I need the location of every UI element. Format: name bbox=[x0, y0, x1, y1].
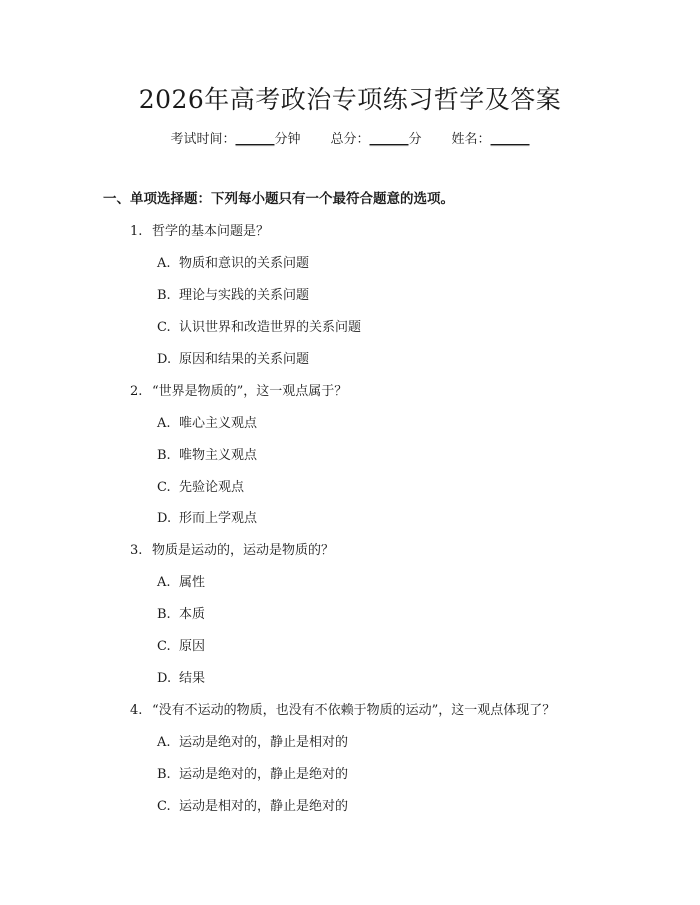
option-text: 先验论观点 bbox=[179, 480, 245, 495]
option-text: 本质 bbox=[179, 607, 206, 622]
option-text: 运动是绝对的，静止是绝对的 bbox=[179, 767, 349, 782]
name-label: 姓名： bbox=[451, 132, 491, 147]
option-4a bbox=[157, 733, 348, 753]
exam-time-unit: 分钟 bbox=[274, 132, 301, 147]
option-letter: B. bbox=[157, 607, 171, 622]
question-number: 2. bbox=[130, 384, 143, 399]
option-2d bbox=[157, 509, 257, 529]
option-letter: B. bbox=[157, 448, 171, 463]
question-text: 哲学的基本问题是？ bbox=[152, 224, 270, 239]
total-score-blank: ______ bbox=[369, 132, 409, 147]
page-title: 2026年高考政治专项练习哲学及答案 bbox=[138, 85, 562, 114]
option-letter: B. bbox=[157, 767, 171, 782]
question-3 bbox=[130, 541, 334, 561]
option-text: 形而上学观点 bbox=[179, 511, 258, 526]
option-1d bbox=[157, 350, 309, 370]
total-score-unit: 分 bbox=[408, 132, 422, 147]
option-letter: A. bbox=[157, 416, 171, 431]
question-number: 3. bbox=[130, 543, 143, 558]
option-letter: C. bbox=[157, 480, 171, 495]
total-score-label: 总分： bbox=[330, 132, 370, 147]
option-text: 运动是相对的，静止是绝对的 bbox=[179, 799, 349, 814]
option-text: 唯物主义观点 bbox=[179, 448, 258, 463]
question-text: 物质是运动的，运动是物质的？ bbox=[152, 543, 335, 558]
question-number: 4. bbox=[130, 703, 143, 718]
option-text: 物质和意识的关系问题 bbox=[179, 256, 310, 271]
option-letter: C. bbox=[157, 639, 171, 654]
option-letter: D. bbox=[157, 352, 172, 367]
option-letter: A. bbox=[157, 575, 171, 590]
name-field bbox=[452, 131, 530, 149]
exam-time-blank: ______ bbox=[235, 132, 275, 147]
option-2c bbox=[157, 478, 244, 498]
option-letter: A. bbox=[157, 735, 171, 750]
option-3c bbox=[157, 637, 205, 657]
option-letter: C. bbox=[157, 320, 171, 335]
option-2a bbox=[157, 414, 257, 434]
option-text: 理论与实践的关系问题 bbox=[179, 288, 310, 303]
option-1b bbox=[157, 286, 309, 306]
option-3d bbox=[157, 669, 205, 689]
option-letter: D. bbox=[157, 511, 172, 526]
option-1a bbox=[157, 254, 309, 274]
question-text: “没有不运动的物质，也没有不依赖于物质的运动”，这一观点体现了？ bbox=[152, 703, 556, 718]
option-text: 原因 bbox=[179, 639, 206, 654]
option-1c bbox=[157, 318, 361, 338]
option-text: 结果 bbox=[179, 671, 206, 686]
question-text: “世界是物质的”，这一观点属于？ bbox=[152, 384, 348, 399]
section-heading: 一、单项选择题：下列每小题只有一个最符合题意的选项。 bbox=[103, 191, 454, 207]
question-2 bbox=[130, 382, 347, 402]
exam-meta bbox=[0, 131, 700, 149]
option-2b bbox=[157, 446, 257, 466]
option-text: 认识世界和改造世界的关系问题 bbox=[179, 320, 362, 335]
option-text: 属性 bbox=[179, 575, 206, 590]
exam-time-label: 考试时间： bbox=[170, 132, 236, 147]
question-1 bbox=[130, 222, 269, 242]
option-text: 运动是绝对的，静止是相对的 bbox=[179, 735, 349, 750]
total-score-field bbox=[330, 131, 421, 149]
option-4b bbox=[157, 765, 348, 785]
option-3a bbox=[157, 573, 205, 593]
option-4c bbox=[157, 797, 348, 817]
option-3b bbox=[157, 605, 205, 625]
option-letter: D. bbox=[157, 671, 172, 686]
option-text: 原因和结果的关系问题 bbox=[179, 352, 310, 367]
question-number: 1. bbox=[130, 224, 143, 239]
option-letter: A. bbox=[157, 256, 171, 271]
option-text: 唯心主义观点 bbox=[179, 416, 258, 431]
option-letter: B. bbox=[157, 288, 171, 303]
name-blank: ______ bbox=[490, 132, 530, 147]
exam-time-field bbox=[170, 131, 300, 149]
option-letter: C. bbox=[157, 799, 171, 814]
question-4 bbox=[130, 701, 555, 721]
